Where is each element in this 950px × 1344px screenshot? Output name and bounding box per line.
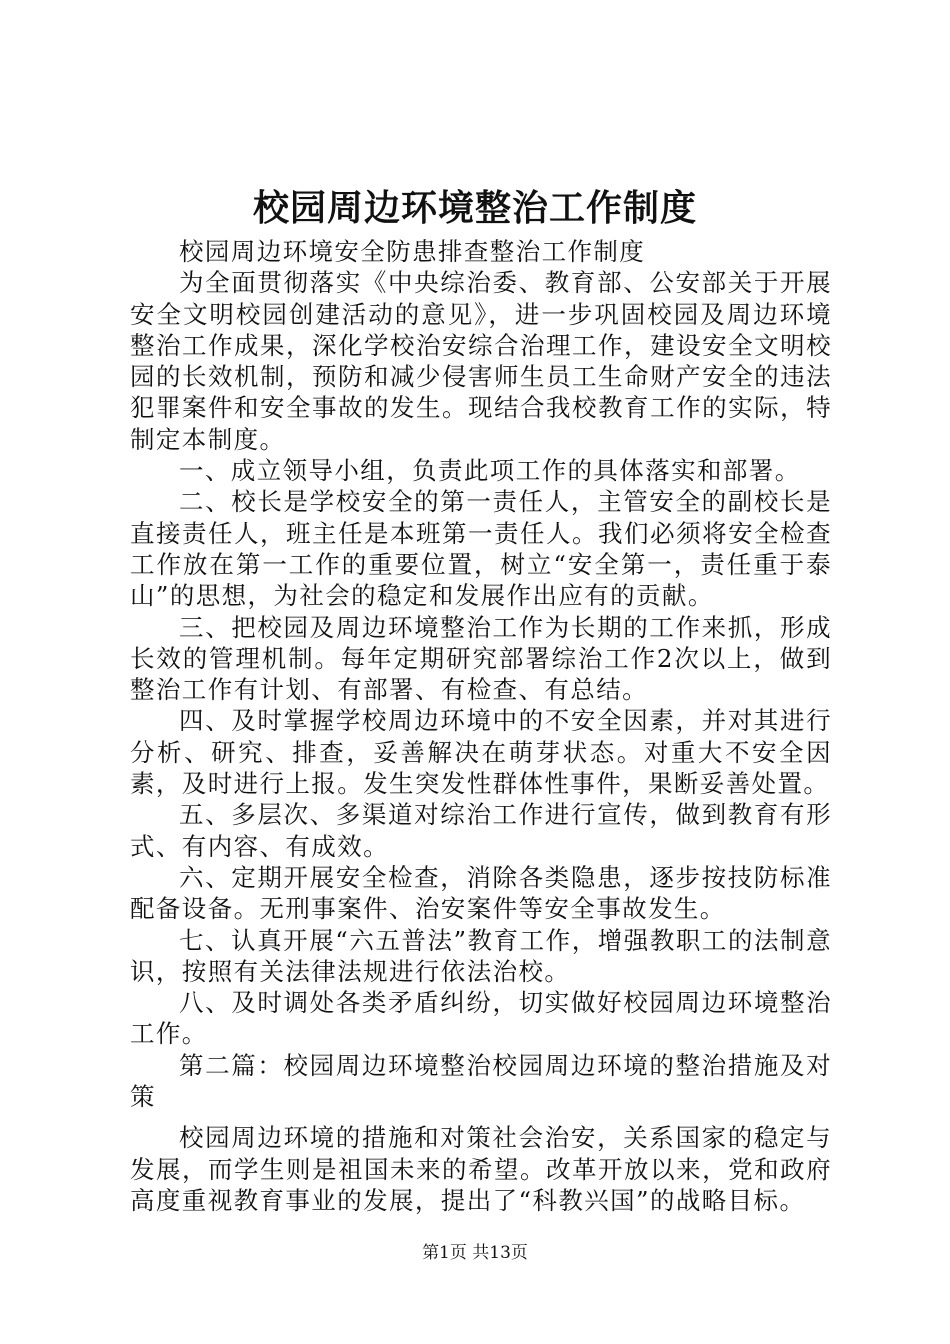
paragraph-item-5: 五、多层次、多渠道对综治工作进行宣传，做到教育有形式、有内容、有成效。 [130, 800, 832, 861]
paragraph-item-6: 六、定期开展安全检查，消除各类隐患，逐步按技防标准配备设备。无刑事案件、治安案件等安全事故发生。 [130, 862, 832, 924]
document-body [130, 236, 832, 1216]
paragraph-subtitle: 校园周边环境安全防患排查整治工作制度 [179, 237, 646, 266]
page-footer: 第1页 共13页 [422, 1243, 528, 1263]
paragraph-item-7: 七、认真开展“六五普法”教育工作，增强教职工的法制意识，按照有关法律法规进行依法治校。 [130, 925, 832, 986]
document-title: 校园周边环境整治工作制度 [252, 187, 697, 229]
paragraph-intro: 为全面贯彻落实《中央综治委、教育部、公安部关于开展安全文明校园创建活动的意见》，进一步巩固校园及周边环境整治工作成果，深化学校治安综合治理工作，建设安全文明校园的长效机制，预防和减少侵害师生员工生命财产安全的违法犯罪案件和安全事故的发生。现结合我校教育工作的实际，特制定本制度。 [130, 268, 832, 454]
paragraph-item-1: 一、成立领导小组，负责此项工作的具体落实和部署。 [179, 456, 801, 486]
paragraph-section-heading: 第二篇：校园周边环境整治校园周边环境的整治措施及对策 [130, 1050, 832, 1112]
paragraph-item-8: 八、及时调处各类矛盾纠纷，切实做好校园周边环境整治工作。 [130, 988, 832, 1049]
paragraph-item-3: 三、把校园及周边环境整治工作为长期的工作来抓，形成长效的管理机制。每年定期研究部署综治工作2次以上，做到整治工作有计划、有部署、有检查、有总结。 [130, 612, 832, 705]
paragraph-item-2: 二、校长是学校安全的第一责任人，主管安全的副校长是直接责任人，班主任是本班第一责任人。我们必须将安全检查工作放在第一工作的重要位置，树立“安全第一，责任重于泰山”的思想，为社会的稳定和发展作出应有的贡献。 [130, 487, 832, 611]
paragraph-section-body: 校园周边环境的措施和对策社会治安，关系国家的稳定与发展，而学生则是祖国未来的希望。改革开放以来，党和政府高度重视教育事业的发展，提出了“科教兴国”的战略目标。 [130, 1123, 832, 1215]
paragraph-item-4: 四、及时掌握学校周边环境中的不安全因素，并对其进行分析、研究、排查，妥善解决在萌芽状态。对重大不安全因素，及时进行上报。发生突发性群体性事件，果断妥善处置。 [130, 706, 832, 799]
